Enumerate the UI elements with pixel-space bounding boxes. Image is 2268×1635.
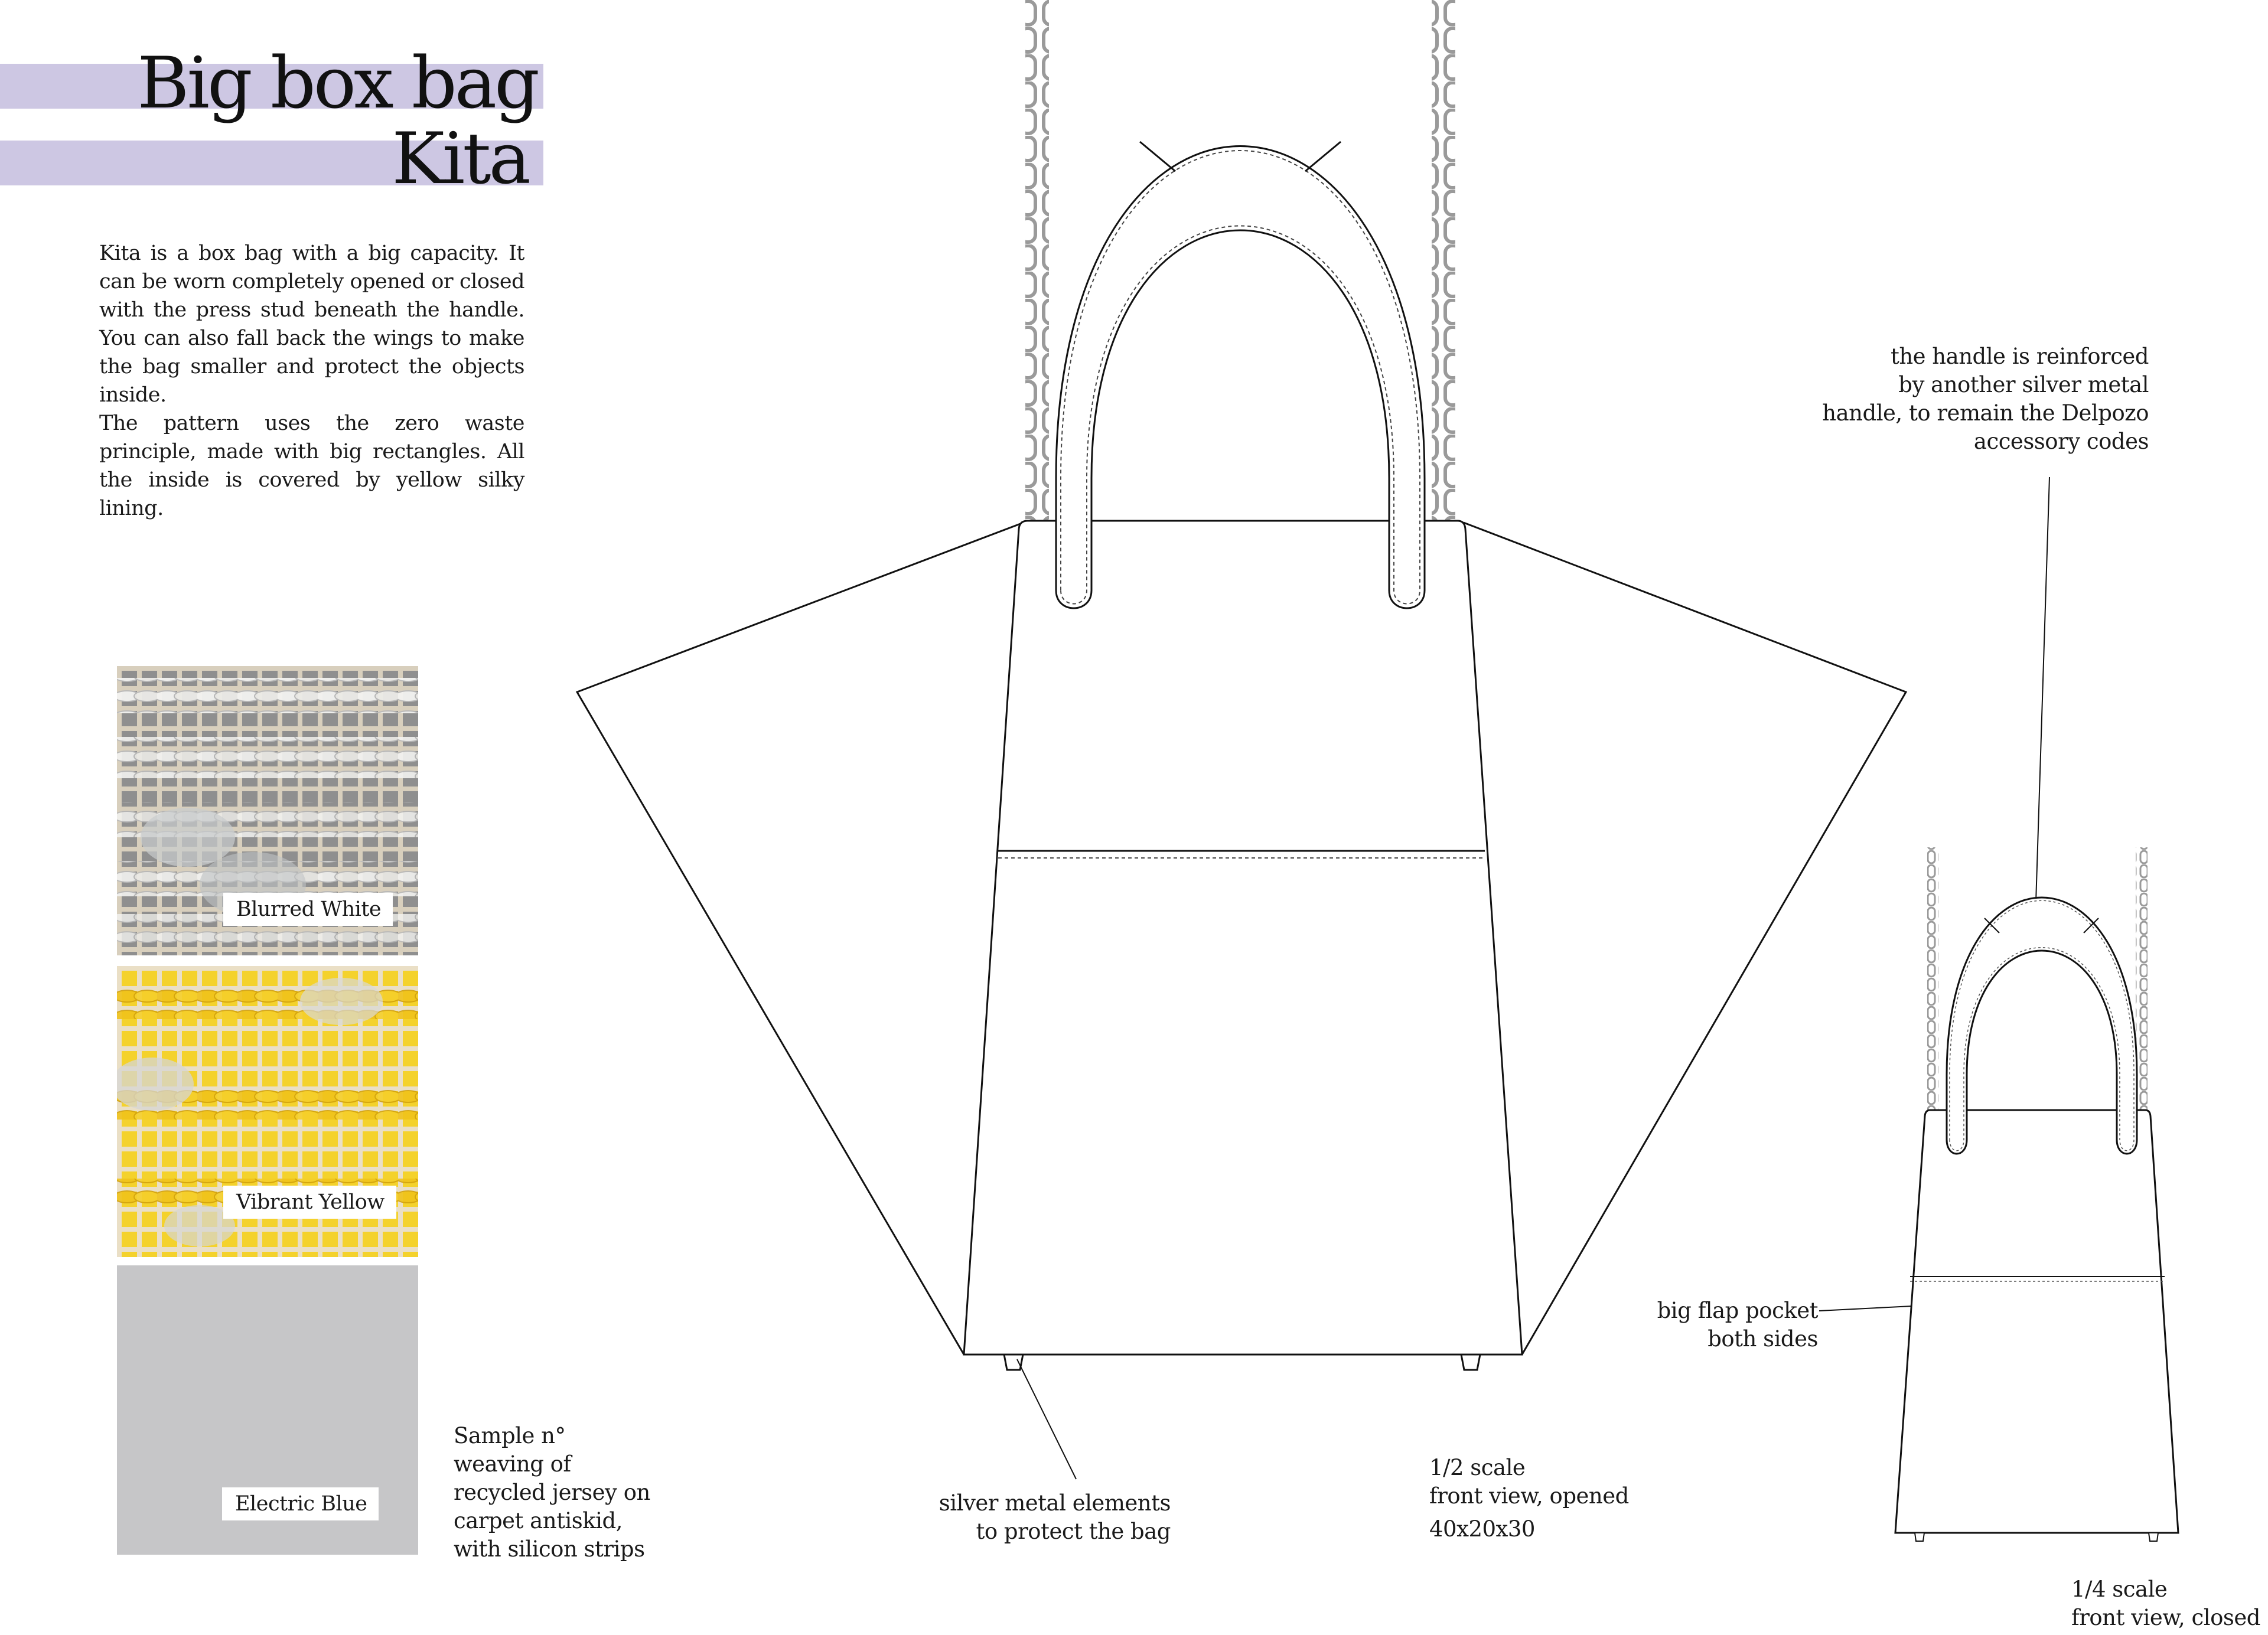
- chain-left: [1025, 0, 1049, 526]
- description-paragraph-2: The pattern uses the zero waste principle, made with big rectangles. All the inside is covered by yellow silky lining.: [99, 412, 524, 520]
- pocket-annotation: [1657, 1297, 1818, 1353]
- swatch-label-electric-blue: Electric Blue: [222, 1487, 379, 1520]
- page-subtitle: Kita: [392, 118, 529, 200]
- handle-leader-line: [2036, 477, 2049, 902]
- bag-body: [964, 521, 1522, 1355]
- sample-note-line: recycled jersey on: [454, 1480, 650, 1505]
- metal-annotation-line: silver metal elements: [939, 1490, 1171, 1516]
- metal-annotation-line: to protect the bag: [976, 1519, 1171, 1544]
- metal-elements-annotation: [939, 1489, 1171, 1546]
- page-title: Big box bag: [137, 43, 537, 125]
- metal-foot-left: [1004, 1355, 1023, 1370]
- sample-note-line: carpet antiskid,: [454, 1508, 623, 1533]
- metal-foot-right: [1461, 1355, 1480, 1370]
- swatch-label-blurred-white: Blurred White: [223, 893, 393, 926]
- small-chain-left: [1927, 847, 1939, 1119]
- handle-annotation-line: by another silver metal: [1898, 372, 2149, 397]
- closed-view-caption: [2071, 1575, 2260, 1632]
- handle-annotation-line: the handle is reinforced: [1890, 344, 2149, 369]
- small-metal-foot-right: [2149, 1533, 2158, 1541]
- handle-annotation: [1822, 342, 2149, 456]
- handle-annotation-line: handle, to remain the Delpozo: [1822, 400, 2149, 426]
- description-paragraph-1: Kita is a box bag with a big capacity. It can be worn completely opened or closed with the press stud beneath the handle. You can also fall back the wings to make the bag smaller and protect the objects inside.: [99, 242, 524, 407]
- pocket-annotation-line: big flap pocket: [1657, 1298, 1818, 1323]
- closed-view-label: front view, closed: [2071, 1605, 2260, 1630]
- closed-view-scale: 1/4 scale: [2071, 1577, 2168, 1602]
- sample-note-line: Sample n°: [454, 1423, 566, 1448]
- handle-reinforcement-right: [1305, 142, 1341, 171]
- metal-leader-line: [1017, 1359, 1076, 1479]
- open-view-caption: [1429, 1454, 1629, 1543]
- small-metal-foot-left: [1915, 1533, 1924, 1541]
- open-view-scale: 1/2 scale: [1429, 1455, 1526, 1480]
- pocket-annotation-line: both sides: [1707, 1326, 1818, 1352]
- sample-note-line: with silicon strips: [454, 1536, 645, 1562]
- handle-reinforcement-left: [1140, 142, 1175, 171]
- swatch-label-vibrant-yellow: Vibrant Yellow: [223, 1186, 396, 1219]
- chain-right: [1432, 0, 1455, 526]
- open-view-label: front view, opened: [1429, 1483, 1629, 1509]
- handle-annotation-line: accessory codes: [1973, 429, 2149, 454]
- small-bag-body: [1895, 1110, 2178, 1533]
- sample-note-line: weaving of: [454, 1451, 571, 1477]
- open-view-dimensions: 40x20x30: [1429, 1516, 1535, 1542]
